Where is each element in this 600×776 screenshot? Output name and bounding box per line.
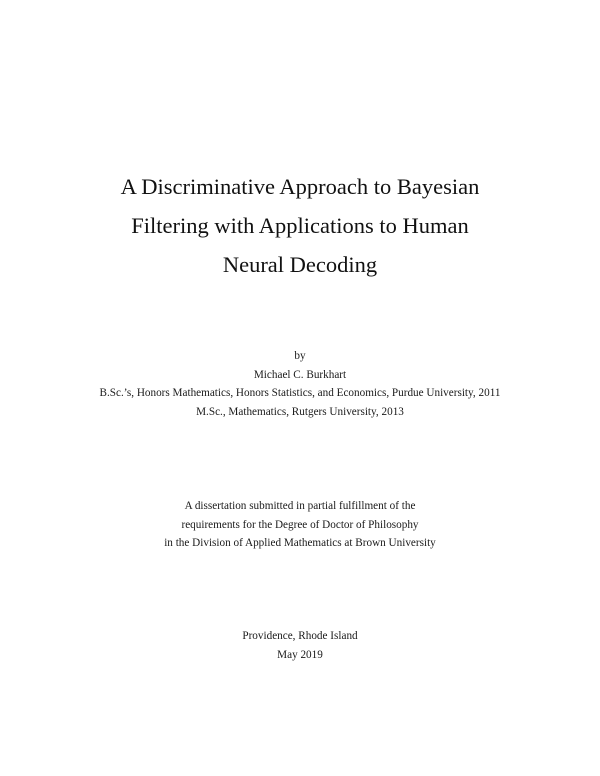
submission-line-2: requirements for the Degree of Doctor of Philosophy [181,518,419,531]
dissertation-title [0,167,600,284]
author-name: Michael C. Burkhart [253,368,347,381]
degree-line-2: M.Sc., Mathematics, Rutgers University, 2013 [196,405,404,418]
submission-line-1: A dissertation submitted in partial fulfillment of the [184,500,416,512]
title-line-2: Filtering with Applications to Human [131,213,469,238]
author-block [0,347,600,421]
place-and-date [0,627,600,664]
submission-line-3: in the Division of Applied Mathematics at Brown University [164,537,436,549]
location: Providence, Rhode Island [242,630,358,642]
by-label: by [294,350,306,362]
date: May 2019 [277,648,323,661]
submission-statement [0,497,600,553]
title-line-1: A Discriminative Approach to Bayesian [120,174,480,199]
degree-line-1: B.Sc.’s, Honors Mathematics, Honors Statistics, and Economics, Purdue University, 2011 [99,387,501,399]
title-line-3: Neural Decoding [222,252,378,277]
